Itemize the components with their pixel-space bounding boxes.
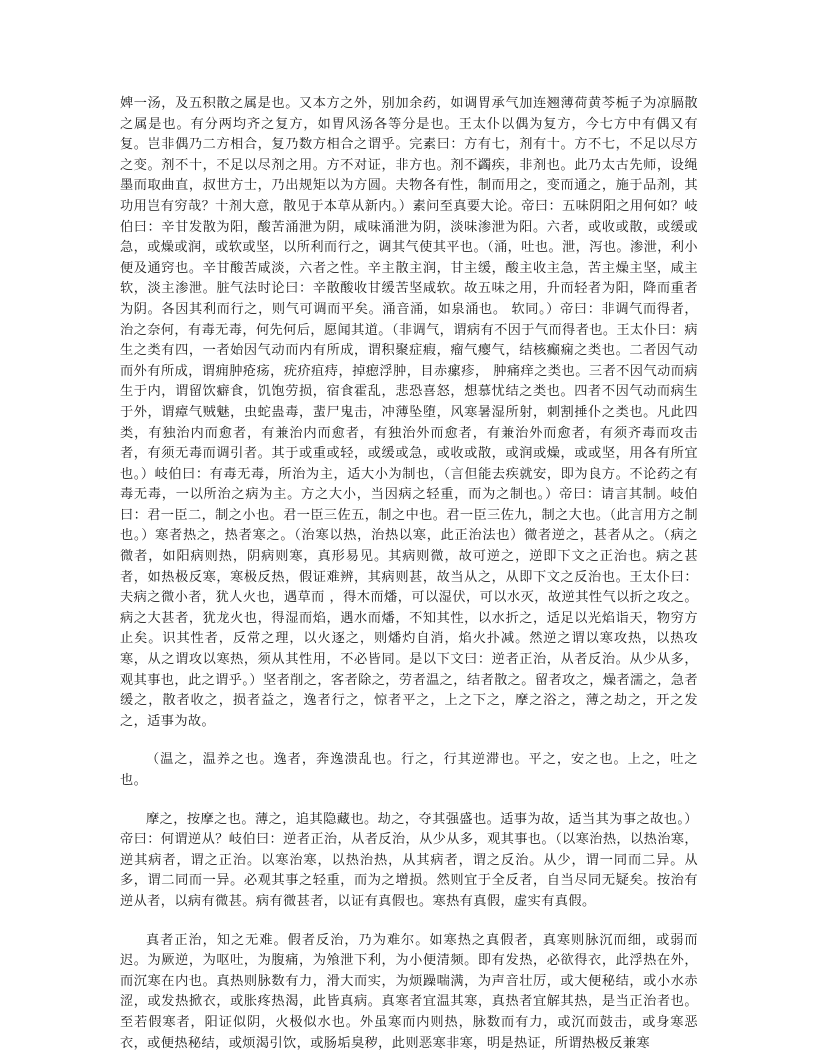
- body-paragraph-2: （温之，温养之也。逸者，奔逸溃乱也。行之，行其逆滞也。平之，安之也。上之，吐之也。: [120, 752, 698, 788]
- body-paragraph-1: 婢一汤，及五积散之属是也。又本方之外，别加余药，如调胃承气加连翘薄荷黄芩栀子为凉膈散之属是也。有分两均齐之复方，如胃风汤各等分是也。王太仆以偶为复方，今七方中有偶又有复。岂非偶乃二方相合，复乃数方相合之谓乎。完素曰：方有七，剂有十。方不七，不足以尽方之变。剂不十，不足以尽剂之用。方不对证，非方也。剂不蠲疾，非剂也。此乃太古先师，设绳墨而取曲直，叔世方士，乃出规矩以为方圆。夫物各有性，制而用之，变而通之，施于品剂，其功用岂有穷哉？十剂大意，散见于本草从新内。）素问至真要大论。帝曰：五味阴阳之用何如？岐伯曰：辛甘发散为阳，酸苦涌泄为阴，咸味涌泄为阴，淡味渗泄为阳。六者，或收或散，或缓或急，或燥或润，或软或坚，以所利而行之，调其气使其平也。（涌，吐也。泄，泻也。渗泄，利小便及通窍也。辛甘酸苦咸淡，六者之性。辛主散主润，甘主缓，酸主收主急，苦主燥主坚，咸主软，淡主渗泄。脏气法时论曰：辛散酸收甘缓苦坚咸软。故五味之用，升而轻者为阳，降而重者为阴。各因其利而行之，则气可调而平矣。涌音涌，如泉涌也。 软同。）帝曰：非调气而得者，治之奈何，有毒无毒，何先何后，愿闻其道。（非调气，谓病有不因于气而得者也。王太仆曰：病生之类有四，一者始因气动而内有所成，谓积聚症瘕，瘤气瘿气，结核癫痫之类也。二者因气动而外有所成，谓痈肿疮疡，疣疥疽痔，掉瘛浮肿，目赤瘰疹， 肿痛痒之类也。三者不因气动而病生于内，谓留饮癖食，饥饱劳损，宿食霍乱，悲恐喜怒，想慕忧结之类也。四者不因气动而病生于外，谓瘴气贼魅，虫蛇蛊毒，蜚尸鬼击，冲薄坠堕，风寒暑湿所射，刺割捶仆之类也。凡此四类，有独治内而愈者，有兼治内而愈者，有独治外而愈者，有兼治外而愈者，有须齐毒而攻击者，有须无毒而调引者。其于或重或轻，或缓或急，或收或散，或润或燥，或或坚，用各有所宜也。）岐伯曰：有毒无毒，所治为主，适大小为制也，（言但能去疾就安，即为良方。不论药之有毒无毒，一以所治之病为主。方之大小，当因病之轻重，而为之制也。）帝曰：请言其制。岐伯曰：君一臣二，制之小也。君一臣三佐五，制之中也。君一臣三佐九，制之大也。（此言用方之制也。）寒者热之，热者寒之。（治寒以热，治热以寒，此正治法也）微者逆之，甚者从之。（病之微者，如阳病则热，阴病则寒，真形易见。其病则微，故可逆之，逆即下文之正治也。病之甚者，如热极反寒，寒极反热，假证难辨，其病则甚，故当从之，从即下文之反治也。王太仆曰：夫病之微小者，犹人火也，遇草而 ，得木而燔，可以湿伏，可以水灭，故逆其性气以折之攻之。病之大甚者，犹龙火也，得湿而焰，遇水而燔，不知其性，以水折之，适足以光焰诣天，物穷方止矣。识其性者，反常之理，以火逐之，则燔灼自消，焰火扑减。然逆之谓以寒攻热，以热攻寒，从之谓攻以寒热，须从其性用，不必皆同。是以下文曰：逆者正治，从者反治。从少从多，观其事也，此之谓乎。）坚者削之，客者除之，劳者温之，结者散之。留者攻之，燥者濡之，急者缓之，散者收之，损者益之，逸者行之，惊者平之，上之下之，摩之浴之，薄之劫之，开之发之，适事为故。: [120, 96, 698, 729]
- document-page: [120, 94, 698, 1054]
- body-paragraph-3: 摩之，按摩之也。薄之，追其隐藏也。劫之，夺其强盛也。适事为故，适当其为事之故也。）帝曰：何谓逆从？岐伯曰：逆者正治，从者反治，从少从多，观其事也。（以寒治热，以热治寒，逆其病者，谓之正治。以寒治寒，以热治热，从其病者，谓之反治。从少，谓一同而二异。从多，谓二同而一异。必观其事之轻重，而为之增损。然则宜于全反者，自当尽同无疑矣。按治有逆从者，以病有微甚。病有微甚者，以证有真假也。寒热有真假，虚实有真假。: [120, 811, 698, 909]
- body-paragraph-4: 真者正治，知之无难。假者反治，乃为难尔。如寒热之真假者，真寒则脉沉而细，或弱而迟。为厥逆，为呕吐，为腹痛，为飧泄下利，为小便清频。即有发热，必欲得衣，此浮热在外，而沉寒在内也。真热则脉数有力，滑大而实，为烦躁喘满，为声音壮厉，或大便秘结，或小水赤涩，或发热掀衣，或胀疼热渴，此皆真病。真寒者宜温其寒，真热者宜解其热，是当正治者也。至若假寒者，阳证似阴，火极似水也。外虽寒而内则热，脉数而有力，或沉而鼓击，或身寒恶衣，或便热秘结，或烦渴引饮，或肠垢臭秽，此则恶寒非寒，明是热证，所谓热极反兼寒: [120, 932, 698, 1051]
